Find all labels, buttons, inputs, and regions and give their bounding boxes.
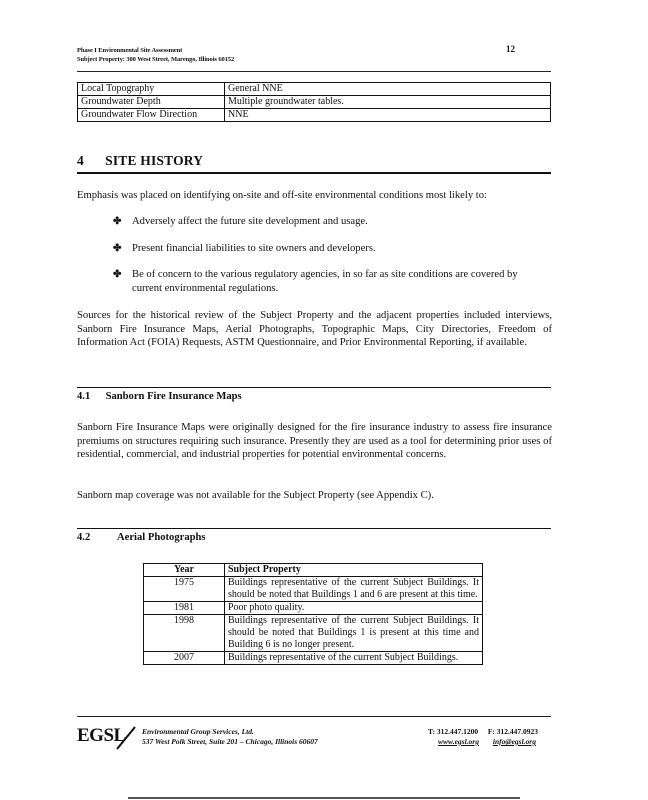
intro-paragraph: Emphasis was placed on identifying on-site and off-site environmental conditions most likely to:: [77, 190, 487, 201]
header-divider: [77, 71, 551, 72]
bullet-icon: ✤: [113, 243, 122, 254]
section-divider: [77, 172, 551, 174]
email-link[interactable]: info@egsl.org: [492, 737, 536, 746]
subsection-divider: [77, 528, 551, 529]
header-subject: Subject Property: 300 West Street, Marengo, Illinois 60152: [77, 56, 235, 63]
sanborn-paragraph: Sanborn Fire Insurance Maps were originally designed for the fire insurance industry to assess fire insurance premiums on structures requiring such insurance. Presently they are used as a tool for determining prior uses of residential, commercial, and industrial properties for potential environmental concerns.: [77, 422, 552, 460]
phone-number: T: 312.447.1200: [428, 727, 479, 736]
table-cell-value: Multiple groundwater tables.: [225, 96, 551, 109]
website-link[interactable]: www.egsl.org: [438, 737, 479, 746]
table-row: [78, 83, 551, 96]
bullet-text: Present financial liabilities to site owners and developers.: [132, 243, 376, 254]
subsection-number: 4.2: [77, 532, 91, 543]
list-item: [113, 215, 523, 229]
header-title: Phase I Environmental Site Assessment: [77, 47, 183, 54]
logo-swoosh-icon: [77, 725, 137, 753]
subsection-number: 4.1: [77, 391, 91, 402]
bullet-text: Be of concern to the various regulatory agencies, in so far as site conditions are covered by current environmental regulations.: [132, 269, 518, 294]
footer-divider: [77, 716, 551, 717]
list-item: [113, 268, 523, 295]
page-number: 12: [506, 44, 515, 54]
table-row: [144, 577, 483, 602]
section-title: SITE HISTORY: [105, 153, 204, 168]
company-name: Environmental Group Services, Ltd.: [142, 727, 254, 736]
list-item: [113, 242, 523, 256]
section-number: 4: [77, 153, 84, 168]
cell-description: Buildings representative of the current Subject Buildings. It should be noted that Buildings 1 and 6 are present at this time.: [225, 577, 483, 602]
cell-description: Buildings representative of the current Subject Buildings.: [225, 652, 483, 665]
company-address: 537 West Polk Street, Suite 201 – Chicago, Illinois 60607: [142, 737, 318, 746]
footer-contact: [428, 727, 538, 747]
bullet-text: Adversely affect the future site development and usage.: [132, 216, 368, 227]
section-heading: [77, 153, 203, 169]
subsection-heading: [77, 532, 206, 543]
table-row: [144, 615, 483, 652]
table-cell-value: NNE: [225, 109, 551, 122]
subsection-title: Aerial Photographs: [116, 532, 206, 543]
property-table: [77, 82, 551, 122]
cell-year: 1975: [144, 577, 225, 602]
table-row: [78, 109, 551, 122]
cell-year: 2007: [144, 652, 225, 665]
sources-paragraph: Sources for the historical review of the Subject Property and the adjacent properties included interviews, Sanborn Fire Insurance Maps, Aerial Photographs, Topographic Maps, City Directories, Freedom of Information Act (FOIA) Requests, ASTM Questionnaire, and Prior Environmental Reporting, if available.: [77, 310, 552, 348]
fax-number: F: 312.447.0923: [487, 727, 539, 736]
company-logo: [77, 725, 137, 753]
page-header: [77, 46, 234, 64]
table-cell-value: General NNE: [225, 83, 551, 96]
table-row: [144, 652, 483, 665]
logo-text: EGSL: [77, 725, 126, 746]
column-header-subject: Subject Property: [225, 564, 483, 577]
footer-company: [142, 727, 318, 747]
table-header-row: [144, 564, 483, 577]
cell-description: Buildings representative of the current Subject Buildings. It should be noted that Buildings 1 is present at this time and Building 6 is no longer present.: [225, 615, 483, 652]
column-header-year: Year: [144, 564, 225, 577]
table-row: [78, 96, 551, 109]
scan-edge-line: [128, 797, 520, 799]
sanborn-coverage-paragraph: Sanborn map coverage was not available for the Subject Property (see Appendix C).: [77, 490, 434, 501]
table-cell-label: Groundwater Flow Direction: [78, 109, 225, 122]
table-cell-label: Groundwater Depth: [78, 96, 225, 109]
bullet-icon: ✤: [113, 216, 122, 227]
cell-year: 1981: [144, 602, 225, 615]
subsection-title: Sanborn Fire Insurance Maps: [105, 391, 242, 402]
table-row: [144, 602, 483, 615]
cell-year: 1998: [144, 615, 225, 652]
table-cell-label: Local Topography: [78, 83, 225, 96]
subsection-heading: [77, 391, 242, 402]
bullet-icon: ✤: [113, 269, 122, 280]
cell-description: Poor photo quality.: [225, 602, 483, 615]
aerial-photographs-table: [143, 563, 483, 665]
subsection-divider: [77, 387, 551, 388]
